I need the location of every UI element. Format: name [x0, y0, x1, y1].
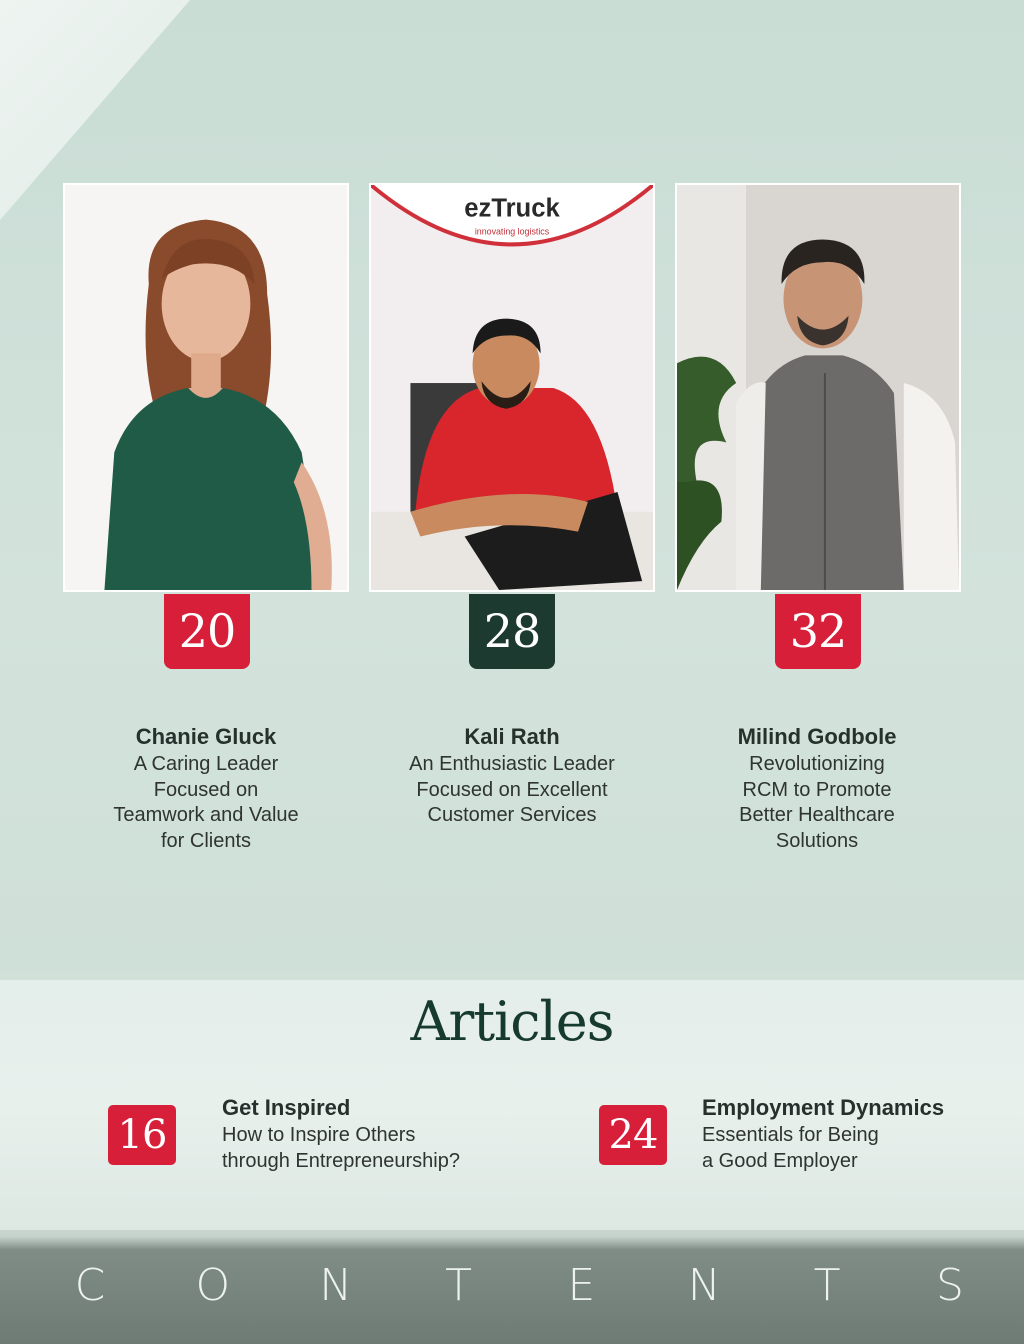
eztruck-tagline-text: innovating logistics — [474, 226, 550, 237]
photo-chanie-gluck — [63, 183, 349, 592]
story-desc-line: for Clients — [160, 829, 252, 852]
contents-letter: N — [687, 1259, 721, 1311]
story-desc-line: Better Healthcare — [739, 804, 895, 826]
story-kali-rath[interactable] — [362, 722, 662, 829]
contents-letter: N — [319, 1259, 353, 1311]
story-name: Milind Godbole — [737, 724, 897, 749]
story-desc-line: A Caring Leader — [133, 753, 279, 775]
story-name: Kali Rath — [464, 724, 560, 749]
articles-heading: Articles — [410, 990, 614, 1053]
story-desc-line: Focused on Excellent — [416, 778, 608, 801]
article-sub-line: How to Inspire Others — [222, 1124, 416, 1146]
story-chanie-gluck[interactable] — [56, 722, 356, 854]
story-milind-godbole[interactable] — [667, 722, 967, 854]
contents-letter: C — [74, 1259, 106, 1311]
story-desc-line: An Enthusiastic Leader — [409, 753, 615, 775]
photo-kali-rath — [369, 183, 655, 592]
article-employment-dynamics[interactable] — [702, 1094, 944, 1174]
article-heading: Get Inspired — [222, 1095, 351, 1120]
article-get-inspired[interactable] — [222, 1094, 460, 1174]
story-desc-line: RCM to Promote — [742, 778, 892, 801]
page-badge-20[interactable]: 20 — [164, 594, 250, 669]
story-desc-line: Focused on — [153, 778, 259, 801]
story-desc-line: Solutions — [775, 829, 859, 852]
story-name: Chanie Gluck — [135, 724, 277, 749]
story-desc-line: Revolutionizing — [749, 753, 885, 775]
article-page-badge-24[interactable]: 24 — [599, 1105, 667, 1165]
page-badge-32[interactable]: 32 — [775, 594, 861, 669]
story-desc-line: Customer Services — [427, 804, 597, 826]
eztruck-logo-text: ezTruck — [464, 194, 560, 223]
contents-letter: E — [567, 1259, 596, 1311]
story-desc-line: Teamwork and Value — [113, 804, 299, 826]
article-sub-line: through Entrepreneurship? — [222, 1150, 460, 1172]
article-heading: Employment Dynamics — [702, 1095, 945, 1120]
contents-letter: S — [935, 1259, 964, 1311]
photo-milind-godbole — [675, 183, 961, 592]
article-sub-line: a Good Employer — [702, 1150, 858, 1172]
article-page-badge-16[interactable]: 16 — [108, 1105, 176, 1165]
article-sub-line: Essentials for Being — [702, 1124, 879, 1146]
contents-banner — [60, 1250, 980, 1320]
contents-letter: T — [445, 1259, 472, 1311]
page-badge-28[interactable]: 28 — [469, 594, 555, 669]
contents-letter: O — [195, 1259, 231, 1311]
contents-letter: T — [813, 1259, 841, 1311]
